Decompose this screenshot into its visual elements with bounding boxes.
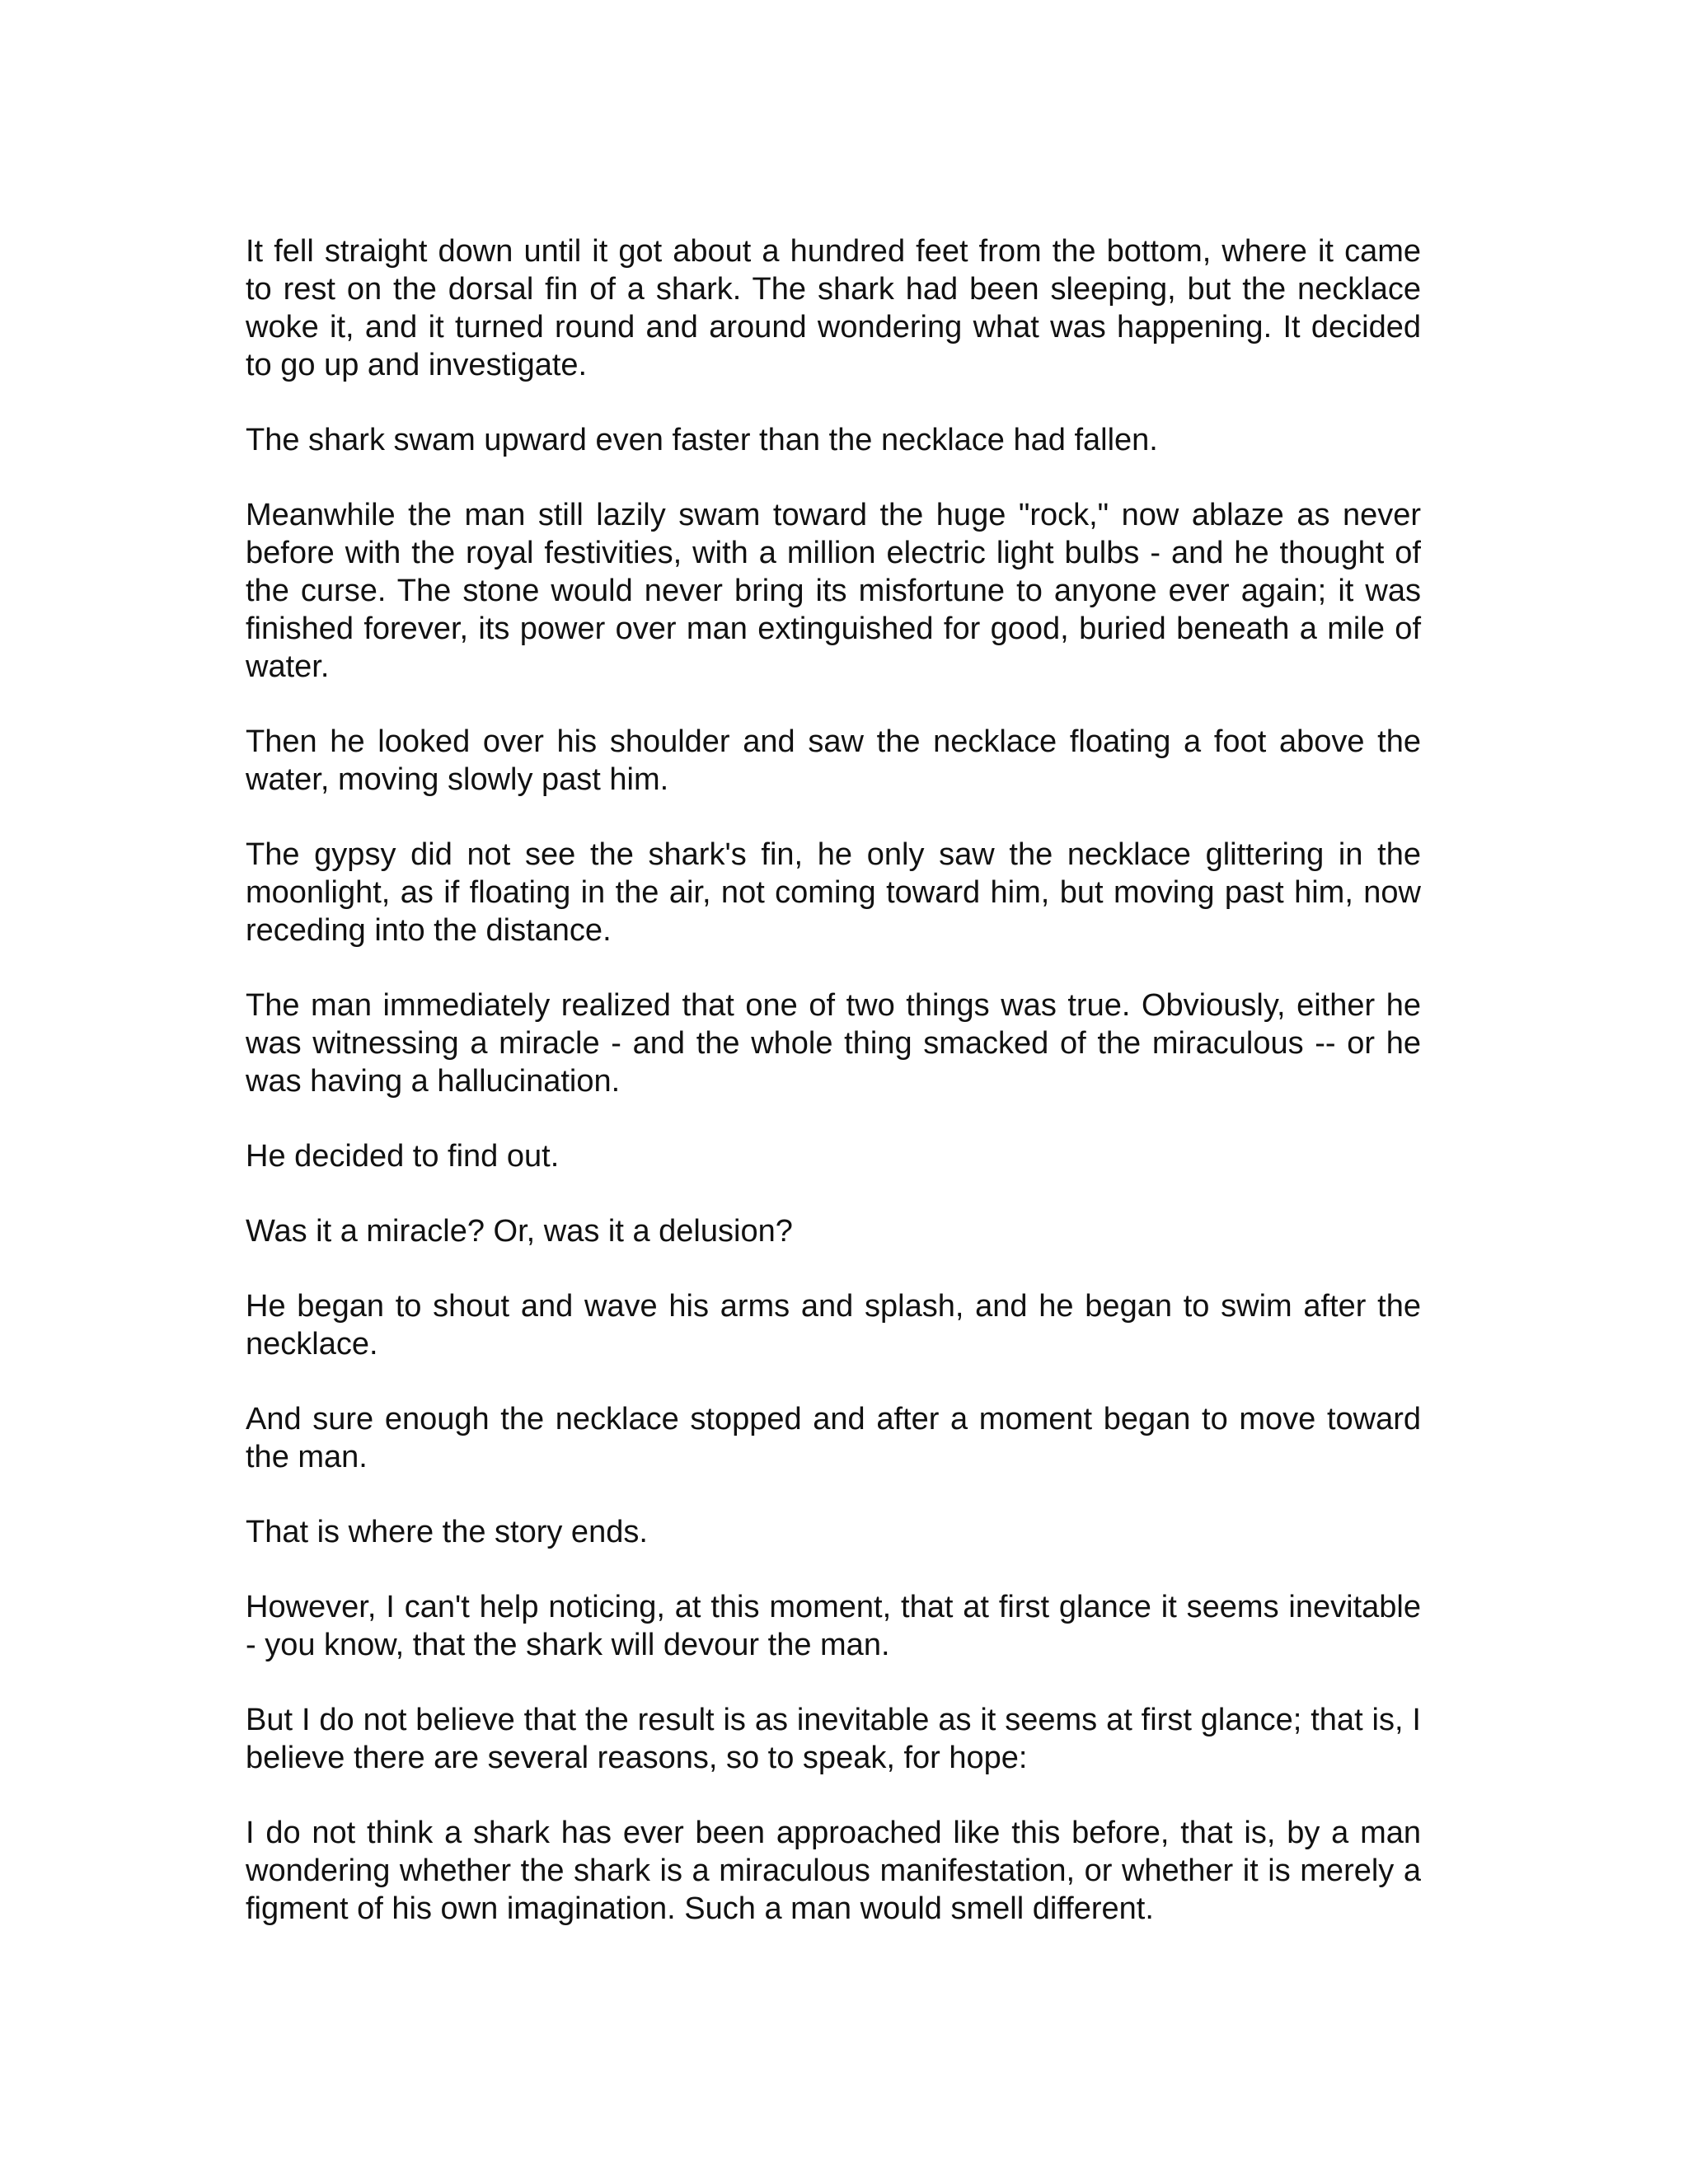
paragraph: It fell straight down until it got about a hundred feet from the bottom, where it came to rest on the dorsal fin of a shark. The shark had been sleeping, but the necklace woke it, and it turned round and around wondering what was happening. It decided to go up and investigate. [246, 234, 1421, 382]
paragraph: He decided to find out. [246, 1139, 560, 1174]
body-text [246, 232, 1421, 1965]
paragraph: Meanwhile the man still lazily swam toward the huge "rock," now ablaze as never before with the royal festivities, with a million electric light bulbs - and he thought of the curse. The stone would never bring its misfortune to anyone ever again; it was finished forever, its power over man extinguished for good, buried beneath a mile of water. [246, 498, 1421, 684]
paragraph: The gypsy did not see the shark's fin, he only saw the necklace glittering in the moonlight, as if floating in the air, not coming toward him, but moving past him, now receding into the distance. [246, 837, 1421, 948]
paragraph: Then he looked over his shoulder and saw the necklace floating a foot above the water, moving slowly past him. [246, 724, 1421, 797]
paragraph: Was it a miracle? Or, was it a delusion? [246, 1214, 793, 1249]
paragraph: I do not think a shark has ever been approached like this before, that is, by a man wondering whether the shark is a miraculous manifestation, or whether it is merely a figment of his own imagination. Such a man would smell different. [246, 1816, 1421, 1926]
paragraph: But I do not believe that the result is as inevitable as it seems at first glance; that is, I believe there are several reasons, so to speak, for hope: [246, 1703, 1421, 1775]
paragraph: However, I can't help noticing, at this moment, that at first glance it seems inevitable - you know, that the shark will devour the man. [246, 1590, 1421, 1662]
paragraph: He began to shout and wave his arms and splash, and he began to swim after the necklace. [246, 1289, 1421, 1361]
paragraph: And sure enough the necklace stopped and after a moment began to move toward the man. [246, 1402, 1421, 1474]
paragraph: The shark swam upward even faster than the necklace had fallen. [246, 423, 1158, 457]
paragraph: The man immediately realized that one of two things was true. Obviously, either he was witnessing a miracle - and the whole thing smacked of the miraculous -- or he was having a hallucination. [246, 988, 1421, 1099]
paragraph: That is where the story ends. [246, 1515, 648, 1549]
